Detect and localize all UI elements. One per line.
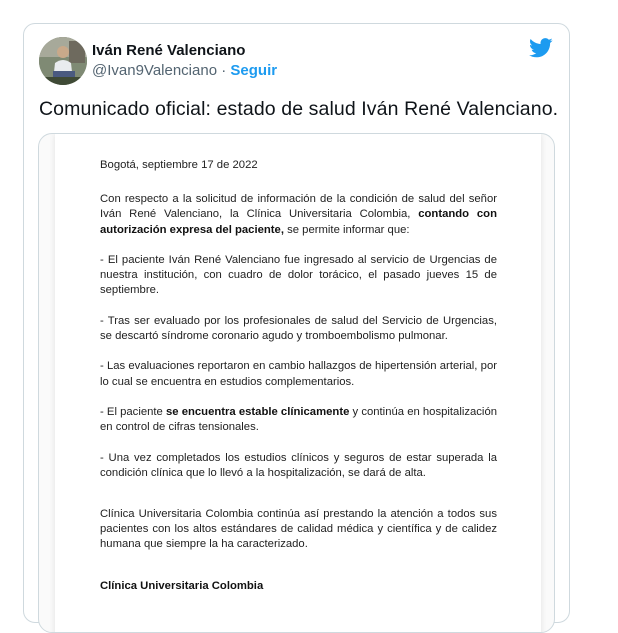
letter-body — [100, 158, 497, 594]
tweet-text: Comunicado oficial: estado de salud Iván René Valenciano. — [39, 98, 559, 120]
letter-paragraph-discharge: - Una vez completados los estudios clínicos y seguros de estar superada la condición clínica que lo llevó a la hospitalización, se dará de alta. — [100, 451, 497, 479]
letter-signature: Clínica Universitaria Colombia — [100, 579, 264, 592]
avatar-photo-icon — [39, 37, 87, 85]
letter-date: Bogotá, septiembre 17 de 2022 — [100, 159, 258, 171]
letter-paragraph-closing: Clínica Universitaria Colombia continúa así prestando la atención a todos sus pacientes con los altos estándares de calidad médica y científica y de calidez humana que siempre la ha caracterizado. — [100, 507, 497, 551]
letter-paragraph-admission: - El paciente Iván René Valenciano fue ingresado al servicio de Urgencias de nuestra institución, con cuadro de dolor torácico, el pasado jueves 15 de septiembre. — [100, 254, 497, 297]
letter-paragraph-intro: Con respecto a la solicitud de información de la condición de salud del señor Iván René Valenciano, la Clínica Universitaria Colombia, contando con autorización expresa del paciente, se permite informar que: — [100, 193, 497, 236]
follow-button[interactable]: Seguir — [230, 62, 278, 79]
tweet-media[interactable] — [38, 133, 555, 633]
author-handle-line — [92, 62, 277, 79]
letter-document — [55, 134, 541, 633]
author-handle[interactable]: @Ivan9Valenciano — [92, 62, 218, 79]
tweet-card — [23, 23, 570, 623]
letter-paragraph-evaluation: - Tras ser evaluado por los profesionales de salud del Servicio de Urgencias, se descartó síndrome coronario agudo y tromboembolismo pulmonar. — [100, 314, 497, 342]
letter-paragraph-findings: - Las evaluaciones reportaron en cambio hallazgos de hipertensión arterial, por lo cual se encuentra en estudios complementarios. — [100, 360, 497, 388]
letter-paragraph-status: - El paciente se encuentra estable clínicamente y continúa en hospitalización en control de cifras tensionales. — [100, 405, 498, 434]
separator: · — [221, 62, 227, 79]
author-name[interactable]: Iván René Valenciano — [92, 42, 246, 59]
avatar[interactable] — [39, 37, 87, 85]
twitter-bird-icon[interactable] — [529, 38, 553, 58]
